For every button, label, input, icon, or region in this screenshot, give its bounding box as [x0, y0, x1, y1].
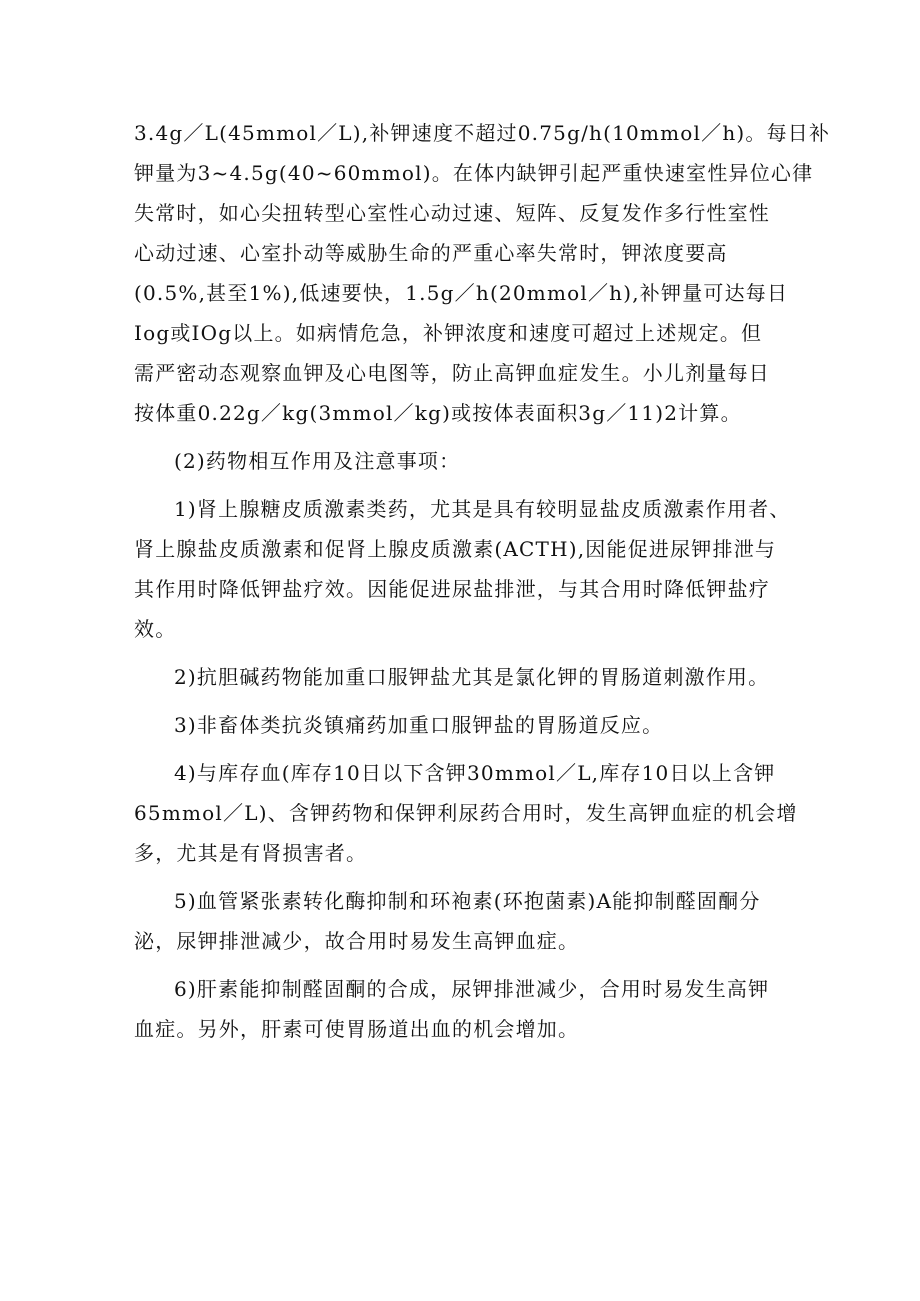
paragraph-item-3	[134, 705, 794, 745]
paragraph-item-5	[134, 881, 794, 961]
text-line: 1)肾上腺糖皮质激素类药，尤其是具有较明显盐皮质激素作用者、	[174, 497, 791, 521]
text-line: (2)药物相互作用及注意事项：	[174, 449, 461, 473]
document-body	[134, 113, 831, 1049]
text-line: 血症。另外，肝素可使胃肠道出血的机会增加。	[134, 1017, 580, 1041]
section-heading-interactions	[134, 441, 794, 481]
paragraph-item-4	[134, 753, 798, 873]
text-line: 失常时，如心尖扭转型心室性心动过速、短阵、反复发作多行性室性	[134, 201, 770, 225]
text-line: 6)肝素能抑制醛固酮的合成，尿钾排泄减少，合用时易发生高钾	[174, 977, 770, 1001]
text-line: 65mmol／L)、含钾药物和保钾利尿药合用时，发生高钾血症的机会增	[134, 801, 798, 825]
text-line: 多，尤其是有肾损害者。	[134, 841, 368, 865]
text-line: 效。	[134, 617, 177, 641]
text-line: 需严密动态观察血钾及心电图等，防止高钾血症发生。小儿剂量每日	[134, 361, 770, 385]
text-line: 3.4g／L(45mmol／L),补钾速度不超过0.75g/h(10mmol／h)。每日补	[134, 121, 831, 145]
text-line: 泌，尿钾排泄减少，故合用时易发生高钾血症。	[134, 929, 580, 953]
text-line: 其作用时降低钾盐疗效。因能促进尿盐排泄，与其合用时降低钾盐疗	[134, 577, 770, 601]
text-line: 心动过速、心室扑动等威胁生命的严重心率失常时，钾浓度要高	[134, 241, 728, 265]
paragraph-dosage	[134, 113, 831, 433]
paragraph-item-1	[134, 489, 794, 649]
text-line: 4)与库存血(库存10日以下含钾30mmol／L,库存10日以上含钾	[174, 761, 776, 785]
text-line: (0.5%,甚至1%),低速要快，1.5g／h(20mmol／h),补钾量可达每日	[134, 281, 789, 305]
text-line: 肾上腺盐皮质激素和促肾上腺皮质激素(ACTH),因能促进尿钾排泄与	[134, 537, 777, 561]
text-line: 钾量为3~4.5g(40~60mmol)。在体内缺钾引起严重快速室性异位心律	[134, 161, 814, 185]
paragraph-item-2	[134, 657, 794, 697]
text-line: Iog或IOg以上。如病情危急，补钾浓度和速度可超过上述规定。但	[134, 321, 763, 345]
text-line: 按体重0.22g／kg(3mmol／kg)或按体表面积3g／11)2计算。	[134, 401, 742, 425]
text-line: 2)抗胆碱药物能加重口服钾盐尤其是氯化钾的胃肠道刺激作用。	[174, 665, 770, 689]
paragraph-item-6	[134, 969, 794, 1049]
text-line: 3)非畜体类抗炎镇痛药加重口服钾盐的胃肠道反应。	[174, 713, 664, 737]
text-line: 5)血管紧张素转化酶抑制和环袍素(环抱菌素)A能抑制醛固酮分	[174, 889, 761, 913]
